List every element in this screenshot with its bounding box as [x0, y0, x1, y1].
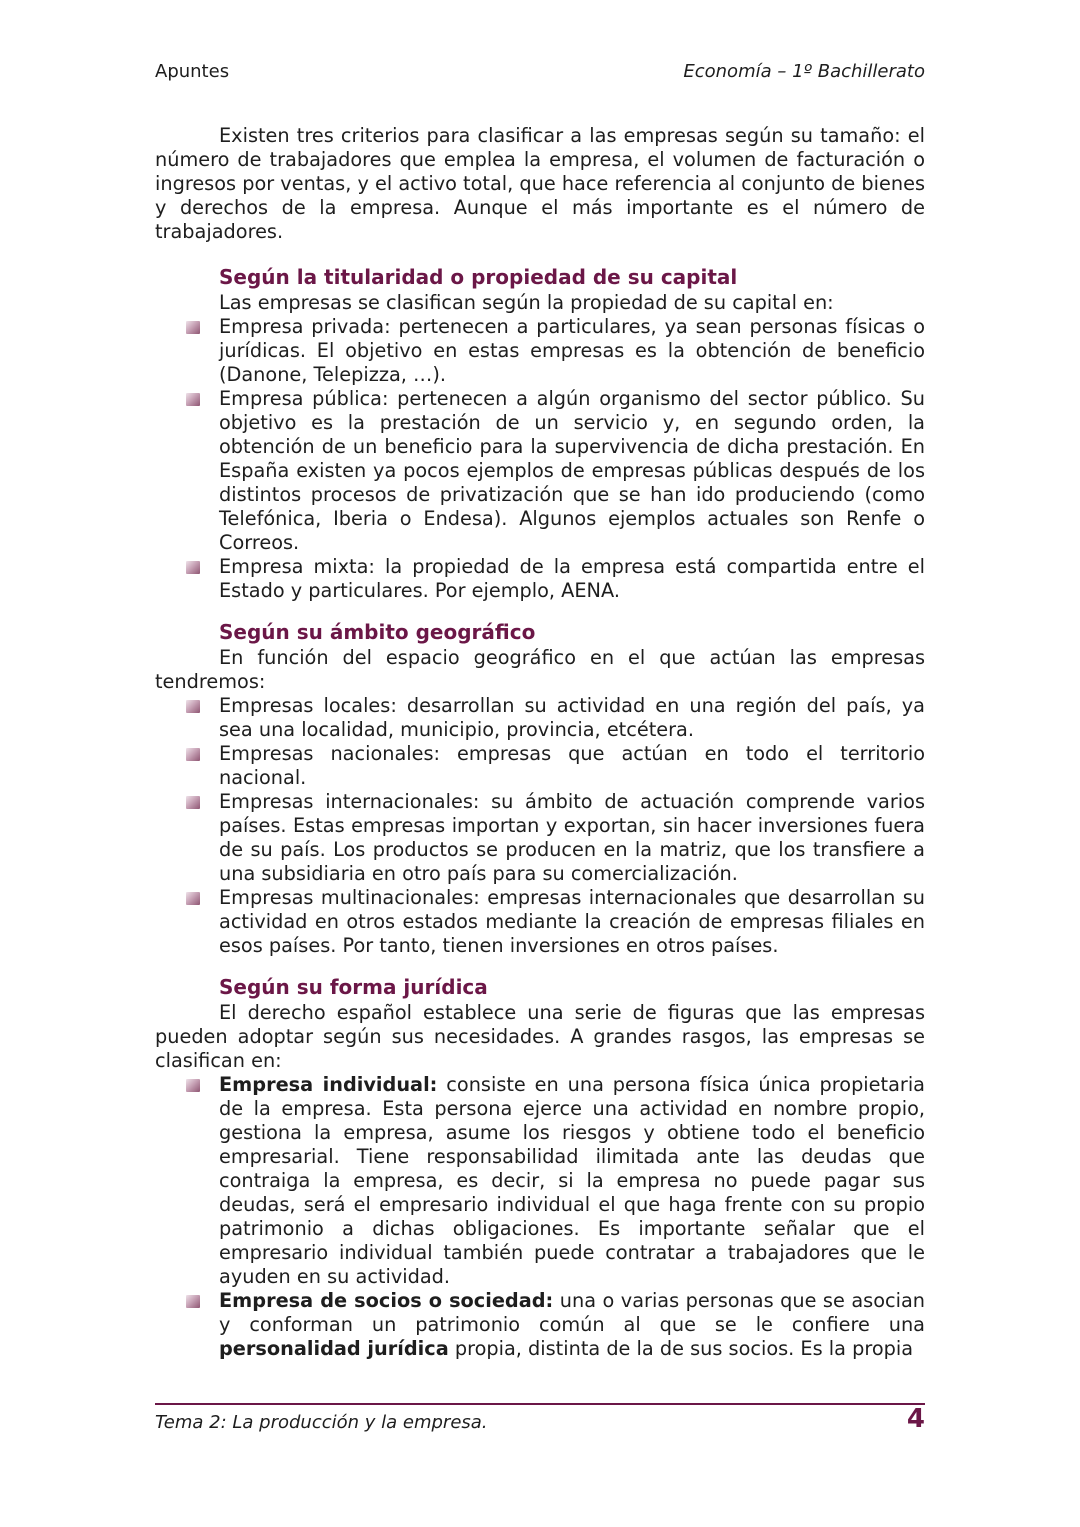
list-item-text: Empresas multinacionales: empresas internacionales que desarrollan su actividad en otros estados mediante la creación de empresas filiales en esos países. Por tanto, tienen inversiones en otros países.: [219, 886, 925, 957]
list-item: [219, 886, 925, 958]
list-item: [219, 555, 925, 603]
list-item: [219, 790, 925, 886]
list-item-term-inline: personalidad jurídica: [219, 1337, 449, 1360]
section-title: Según su forma jurídica: [219, 975, 488, 999]
square-bullet-icon: [186, 561, 200, 574]
list-item: [219, 387, 925, 555]
footer-divider: [155, 1403, 925, 1405]
list-item-text: Empresa privada: pertenecen a particulares, ya sean personas físicas o jurídicas. El objetivo en estas empresas es la obtención de beneficio (Danone, Telepizza, …).: [219, 315, 925, 386]
square-bullet-icon: [186, 892, 200, 905]
square-bullet-icon: [186, 393, 200, 406]
bullet-list: [155, 315, 925, 603]
list-item-text: Empresas internacionales: su ámbito de actuación comprende varios países. Estas empresas importan y exportan, sin hacer inversiones fuera de su país. Los productos se producen en la matriz, que los transfiere a una subsidiaria en otro país para su comercialización.: [219, 790, 925, 885]
list-item-text: una o varias personas que se asocian y conforman un patrimonio común al que se le confiere una: [219, 1289, 925, 1336]
list-item-text: Empresa mixta: la propiedad de la empresa está compartida entre el Estado y particulares. Por ejemplo, AENA.: [219, 555, 925, 602]
section-forma-juridica: [155, 974, 925, 1361]
square-bullet-icon: [186, 700, 200, 713]
page-content: [155, 124, 925, 1361]
list-item-text-continued: propia, distinta de la de sus socios. Es la propia: [448, 1337, 914, 1360]
list-item-term: Empresa individual:: [219, 1073, 438, 1096]
square-bullet-icon: [186, 748, 200, 761]
square-bullet-icon: [186, 321, 200, 334]
bullet-list: [155, 694, 925, 958]
section-title: Según la titularidad o propiedad de su capital: [219, 265, 738, 289]
square-bullet-icon: [186, 1079, 200, 1092]
list-item: [219, 1073, 925, 1289]
footer-title: Tema 2: La producción y la empresa.: [155, 1412, 488, 1433]
section-intro: El derecho español establece una serie de figuras que las empresas pueden adoptar según sus necesidades. A grandes rasgos, las empresas se clasifican en:: [155, 1001, 925, 1072]
section-titularidad: [155, 264, 925, 603]
list-item: [219, 315, 925, 387]
list-item-text: Empresas nacionales: empresas que actúan en todo el territorio nacional.: [219, 742, 925, 789]
header-right: Economía – 1º Bachillerato: [683, 61, 925, 82]
page-number: 4: [906, 1404, 925, 1434]
section-ambito-geografico: [155, 619, 925, 958]
bullet-list: [155, 1073, 925, 1361]
list-item-text: consiste en una persona física única propietaria de la empresa. Esta persona ejerce una actividad en nombre propio, gestiona la empresa, asume los riesgos y obtiene todo el beneficio empresarial. Tiene responsabilidad ilimitada ante las deudas que contraiga la empresa, es decir, si la empresa no puede pagar sus deudas, será el empresario individual el que haga frente con su propio patrimonio a dichas obligaciones. Es importante señalar que el empresario individual también puede contratar a trabajadores que le ayuden en su actividad.: [219, 1073, 925, 1288]
section-intro: Las empresas se clasifican según la propiedad de su capital en:: [219, 291, 834, 314]
list-item: [219, 694, 925, 742]
list-item: [219, 1289, 925, 1361]
list-item-text: Empresas locales: desarrollan su actividad en una región del país, ya sea una localidad, municipio, provincia, etcétera.: [219, 694, 925, 741]
section-intro: En función del espacio geográfico en el que actúan las empresas tendremos:: [155, 646, 925, 693]
square-bullet-icon: [186, 1295, 200, 1308]
square-bullet-icon: [186, 796, 200, 809]
list-item: [219, 742, 925, 790]
list-item-text: Empresa pública: pertenecen a algún organismo del sector público. Su objetivo es la prestación de un servicio y, en segundo orden, la obtención de un beneficio para la supervivencia de dicha prestación. En España existen ya pocos ejemplos de empresas públicas después de los distintos procesos de privatización que se han ido produciendo (como Telefónica, Iberia o Endesa). Algunos ejemplos actuales son Renfe o Correos.: [219, 387, 925, 554]
section-title: Según su ámbito geográfico: [219, 620, 536, 644]
intro-paragraph: Existen tres criterios para clasificar a las empresas según su tamaño: el número de trabajadores que emplea la empresa, el volumen de facturación o ingresos por ventas, y el activo total, que hace referencia al conjunto de bienes y derechos de la empresa. Aunque el más importante es el número de trabajadores.: [155, 124, 925, 243]
header-left: Apuntes: [155, 61, 230, 82]
list-item-term: Empresa de socios o sociedad:: [219, 1289, 554, 1312]
